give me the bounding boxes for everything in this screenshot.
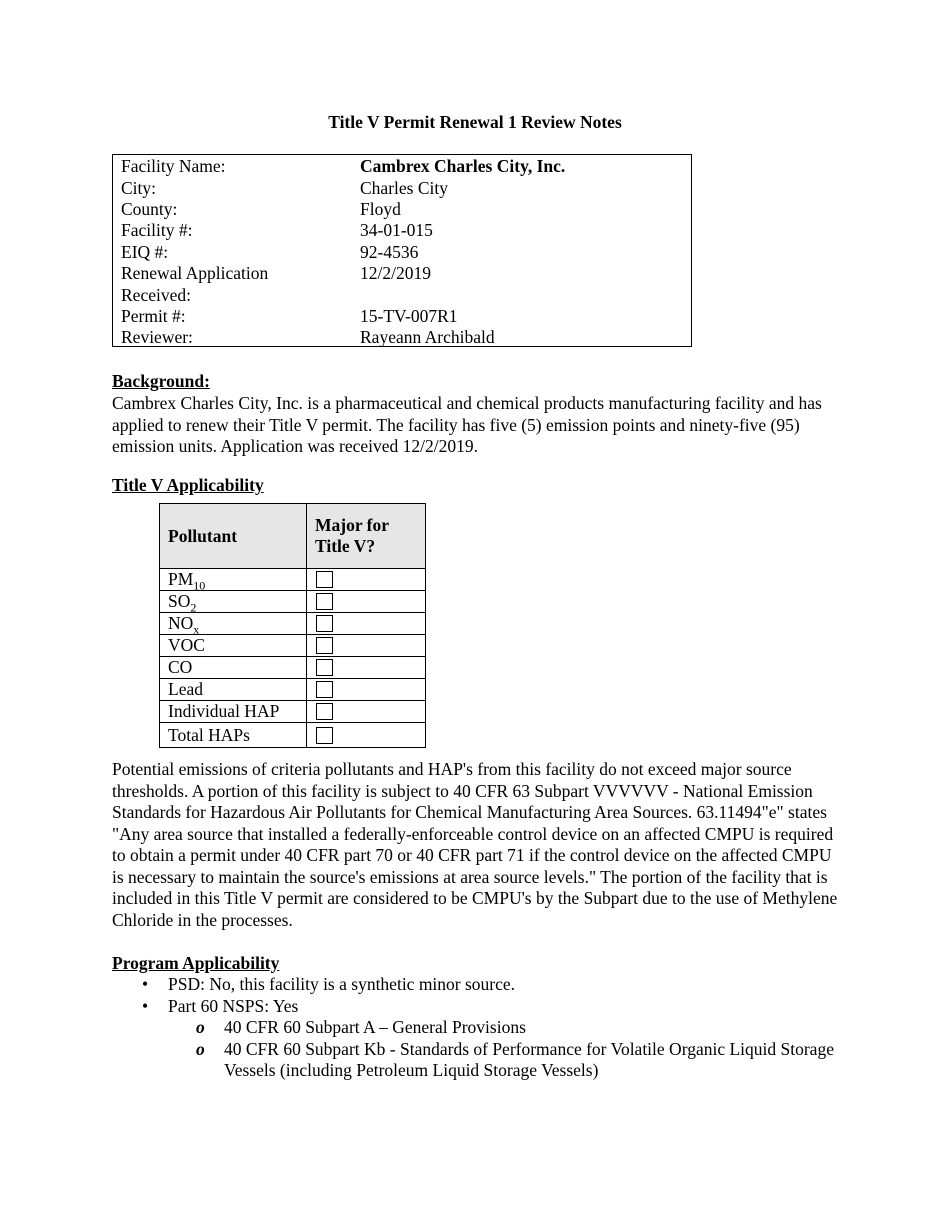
title-v-applicability-heading: Title V Applicability	[112, 475, 264, 495]
table-row	[160, 723, 426, 748]
major-checkbox[interactable]	[316, 571, 333, 588]
table-row	[160, 635, 426, 657]
table-row	[160, 701, 426, 723]
info-label: Reviewer:	[121, 327, 193, 347]
info-value: 15-TV-007R1	[360, 306, 458, 326]
document-title: Title V Permit Renewal 1 Review Notes	[328, 112, 622, 132]
background-paragraph: Cambrex Charles City, Inc. is a pharmaceutical and chemical products manufacturing facility and has applied to renew their Title V permit. The facility has five (5) emission points and ninety-five (95) emission units. Application was received 12/2/2019.	[112, 393, 822, 456]
major-checkbox[interactable]	[316, 727, 333, 744]
table-row	[160, 591, 426, 613]
major-cell	[307, 635, 426, 657]
pollutant-name: CO	[168, 657, 193, 677]
pollutant-subscript: 10	[193, 578, 206, 593]
major-checkbox[interactable]	[316, 593, 333, 610]
info-label: City:	[121, 177, 157, 198]
sub-bullet-icon: o	[196, 1017, 205, 1037]
major-for-title-v-column-header: Major for Title V?	[307, 504, 426, 569]
major-cell	[307, 569, 426, 591]
program-applicability-list	[112, 974, 842, 1082]
pollutant-name: NO	[168, 613, 194, 633]
major-cell	[307, 591, 426, 613]
info-label: Facility #:	[121, 220, 193, 240]
info-value: Cambrex Charles City, Inc.	[360, 156, 566, 176]
facility-info-box	[112, 154, 692, 347]
table-row	[160, 657, 426, 679]
pollutant-cell	[160, 657, 307, 679]
info-label: County:	[121, 199, 178, 219]
table-header-row	[160, 504, 426, 569]
pollutant-cell	[160, 613, 307, 635]
list-item	[112, 996, 842, 1018]
list-item-text: Part 60 NSPS: Yes	[168, 995, 299, 1016]
major-checkbox[interactable]	[316, 659, 333, 676]
pollutant-cell	[160, 635, 307, 657]
pollutant-name: Individual HAP	[168, 701, 280, 721]
pollutant-cell	[160, 701, 307, 723]
major-checkbox[interactable]	[316, 681, 333, 698]
info-value: 12/2/2019	[360, 263, 431, 283]
bullet-icon: •	[142, 974, 149, 994]
pollutant-name: PM	[168, 569, 194, 589]
applicability-paragraph: Potential emissions of criteria pollutants and HAP's from this facility do not exceed major source thresholds. A portion of this facility is subject to 40 CFR 63 Subpart VVVVVV - National Emission Standards for Hazardous Air Pollutants for Chemical Manufacturing Area Sources. 63.11494"e" states "Any area source that installed a federally-enforceable control device on an affected CMPU is required to obtain a permit under 40 CFR part 70 or 40 CFR part 71 if the control device on the affected CMPU is necessary to maintain the source's emissions at area source levels." The portion of the facility that is included in this Title V permit are considered to be CMPU's by the Subpart due to the use of Methylene Chloride in the processes.	[112, 759, 838, 930]
table-row	[160, 613, 426, 635]
pollutant-name: SO	[168, 591, 191, 611]
bullet-icon: •	[142, 995, 149, 1016]
info-value: 34-01-015	[360, 220, 433, 240]
info-value: Charles City	[360, 177, 448, 198]
major-cell	[307, 701, 426, 723]
info-value: 92-4536	[360, 241, 419, 262]
sub-list-item	[112, 1039, 842, 1082]
pollutant-cell	[160, 679, 307, 701]
info-label: Renewal Application Received:	[121, 263, 269, 305]
info-label: Permit #:	[121, 306, 186, 326]
major-checkbox[interactable]	[316, 615, 333, 632]
pollutant-column-header: Pollutant	[160, 504, 307, 569]
major-checkbox[interactable]	[316, 703, 333, 720]
title-v-applicability-table	[159, 503, 426, 748]
info-label: EIQ #:	[121, 241, 169, 262]
background-heading: Background:	[112, 371, 210, 391]
pollutant-name: Total HAPs	[168, 724, 250, 745]
major-checkbox[interactable]	[316, 637, 333, 654]
major-cell	[307, 723, 426, 748]
pollutant-cell	[160, 569, 307, 591]
major-cell	[307, 679, 426, 701]
pollutant-name: Lead	[168, 679, 203, 699]
pollutant-subscript: x	[193, 622, 200, 637]
sub-list-item-text: 40 CFR 60 Subpart Kb - Standards of Performance for Volatile Organic Liquid Storage Vessels (including Petroleum Liquid Storage Vessels)	[224, 1038, 834, 1080]
pollutant-cell	[160, 723, 307, 748]
sub-bullet-icon: o	[196, 1038, 205, 1059]
info-label: Facility Name:	[121, 156, 226, 176]
pollutant-name: VOC	[168, 635, 205, 655]
sub-list-item	[112, 1017, 842, 1039]
program-applicability-heading: Program Applicability	[112, 953, 280, 973]
info-value: Rayeann Archibald	[360, 327, 495, 347]
pollutant-subscript: 2	[190, 600, 197, 615]
table-row	[160, 569, 426, 591]
major-cell	[307, 613, 426, 635]
sub-list-item-text: 40 CFR 60 Subpart A – General Provisions	[224, 1017, 526, 1037]
list-item	[112, 974, 842, 996]
pollutant-cell	[160, 591, 307, 613]
table-row	[160, 679, 426, 701]
info-value: Floyd	[360, 199, 401, 219]
major-cell	[307, 657, 426, 679]
list-item-text: PSD: No, this facility is a synthetic minor source.	[168, 974, 516, 994]
